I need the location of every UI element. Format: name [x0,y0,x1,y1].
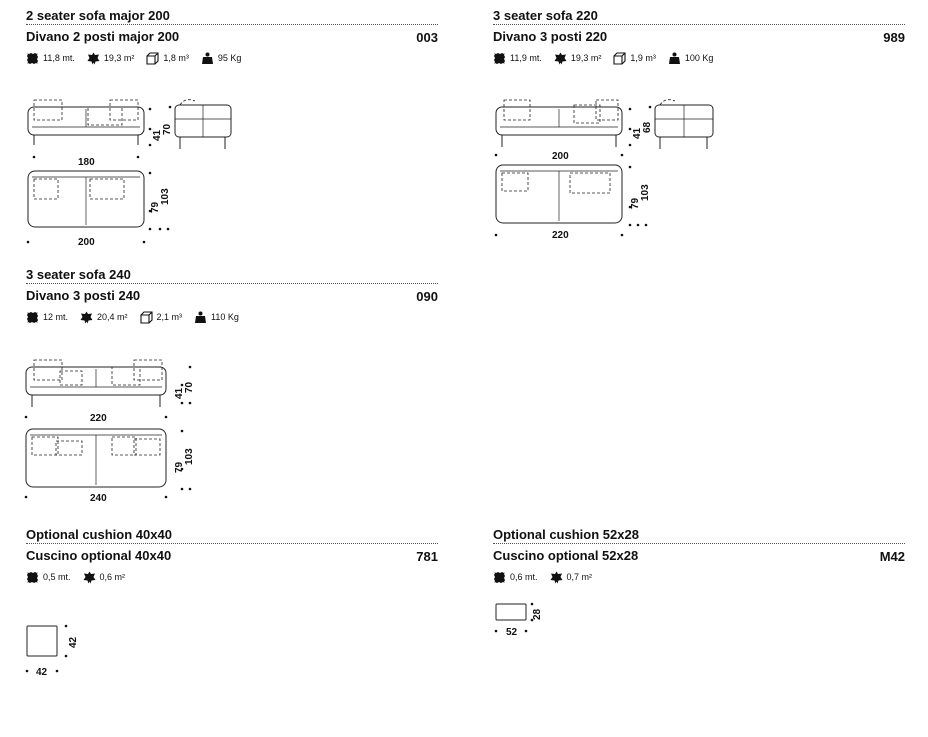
dim-plan-depth-2: 103 [640,184,651,201]
spec-fabric: 11,8 mt. [43,53,75,63]
cube-volume-icon [146,52,159,65]
spec-leather: 19,3 m² [570,53,602,63]
leather-hide-icon [554,52,567,65]
fabric-swatch-icon [26,52,39,65]
dim-plan-width: 200 [78,237,95,248]
product-specs [26,570,438,584]
dim-front-width: 220 [90,413,107,424]
dim-back-height: 70 [162,123,173,135]
dim-cushion-height: 28 [532,608,543,620]
dim-cushion-width: 42 [36,667,48,678]
product-code: 090 [416,289,438,304]
product-block-cushion-40x40 [26,527,438,584]
dim-plan-depth-1: 79 [174,461,185,473]
dim-seat-height: 41 [152,129,163,141]
dim-front-width: 180 [78,157,95,168]
dim-plan-width: 240 [90,493,107,504]
cushion-outline [60,371,82,385]
product-specs [493,51,905,65]
cushion-outline [502,173,528,191]
cube-volume-icon [613,52,626,65]
product-title-row [26,24,438,45]
spec-volume: 1,9 m³ [630,53,656,63]
dim-plan-depth-1: 79 [630,197,641,209]
dim-plan-depth-2: 103 [160,188,171,205]
dim-plan-depth-1: 79 [150,201,161,213]
cushion-outline [112,367,140,385]
cushion-outline [134,439,160,455]
spec-fabric: 0,6 mt. [510,572,538,582]
product-title-en: 3 seater sofa 220 [493,8,598,23]
product-block-2-seater-200 [26,8,438,65]
dim-front-width: 200 [552,151,569,162]
cushion-outline [88,107,122,125]
cushion-drawing-52x28 [490,598,560,643]
spec-fabric: 12 mt. [43,312,69,322]
dim-back-height: 70 [184,381,195,393]
product-code: 003 [416,30,438,45]
product-block-3-seater-220 [493,8,905,65]
product-block-3-seater-240 [26,267,438,324]
cushion-outline [134,360,162,380]
dim-plan-depth-2: 103 [184,448,195,465]
product-title-row [493,24,905,45]
dim-cushion-width: 52 [506,627,518,638]
leather-hide-icon [550,571,563,584]
cushion-outline [504,100,530,120]
product-block-cushion-52x28 [493,527,905,584]
fabric-swatch-icon [493,52,506,65]
cushion-outline [56,441,82,455]
product-title-it: Cuscino optional 52x28 [493,548,639,563]
product-title-row [26,543,438,564]
cushion-outline [570,173,610,193]
cushion-outline [32,437,58,455]
leather-hide-icon [83,571,96,584]
leather-hide-icon [87,52,100,65]
cushion-drawing-40x40 [20,620,90,680]
dim-back-height: 68 [642,121,653,133]
product-title-en: Optional cushion 40x40 [26,527,172,542]
product-specs [26,51,438,65]
dim-cushion-height: 42 [68,636,79,648]
dim-plan-width: 220 [552,230,569,241]
product-title-it: Divano 3 posti 240 [26,288,141,303]
weight-icon [668,52,681,65]
sofa-drawing-3-seater-240 [20,355,220,505]
fabric-swatch-icon [26,571,39,584]
product-specs [493,570,905,584]
cushion-outline [90,179,124,199]
spec-volume: 1,8 m³ [163,53,189,63]
cushion-outline [110,100,138,120]
fabric-swatch-icon [493,571,506,584]
product-title-it: Cuscino optional 40x40 [26,548,172,563]
cushion-outline [34,100,62,120]
product-specs [26,310,438,324]
dim-seat-height: 41 [174,387,185,399]
spec-weight: 110 Kg [211,312,239,322]
dim-seat-height: 41 [632,127,643,139]
cushion-outline [34,360,62,380]
leather-hide-icon [80,311,93,324]
cushion-outline [596,100,618,120]
product-title-it: Divano 2 posti major 200 [26,29,180,44]
spec-volume: 2,1 m³ [156,312,183,322]
weight-icon [194,311,207,324]
spec-weight: 95 Kg [217,53,242,63]
product-title-en: Optional cushion 52x28 [493,527,639,542]
product-title-row [26,283,438,304]
spec-leather: 19,3 m² [103,53,135,63]
product-code: M42 [879,549,905,564]
spec-fabric: 0,5 mt. [43,572,71,582]
spec-leather: 0,7 m² [566,572,593,582]
weight-icon [201,52,214,65]
cushion-square [27,626,57,656]
sofa-drawing-2-seater-200 [20,95,250,250]
cushion-outline [34,179,58,199]
product-title-en: 3 seater sofa 240 [26,267,131,282]
product-code: 781 [416,549,438,564]
spec-fabric: 11,9 mt. [510,53,542,63]
product-code: 989 [883,30,905,45]
product-title-it: Divano 3 posti 220 [493,29,608,44]
spec-leather: 20,4 m² [97,312,128,322]
cushion-outline [112,437,136,455]
fabric-swatch-icon [26,311,39,324]
spec-leather: 0,6 m² [99,572,126,582]
product-title-en: 2 seater sofa major 200 [26,8,170,23]
product-title-row [493,543,905,564]
cushion-rectangle [496,604,526,620]
spec-weight: 100 Kg [684,53,714,63]
sofa-drawing-3-seater-220 [490,95,730,245]
cube-volume-icon [140,311,153,324]
